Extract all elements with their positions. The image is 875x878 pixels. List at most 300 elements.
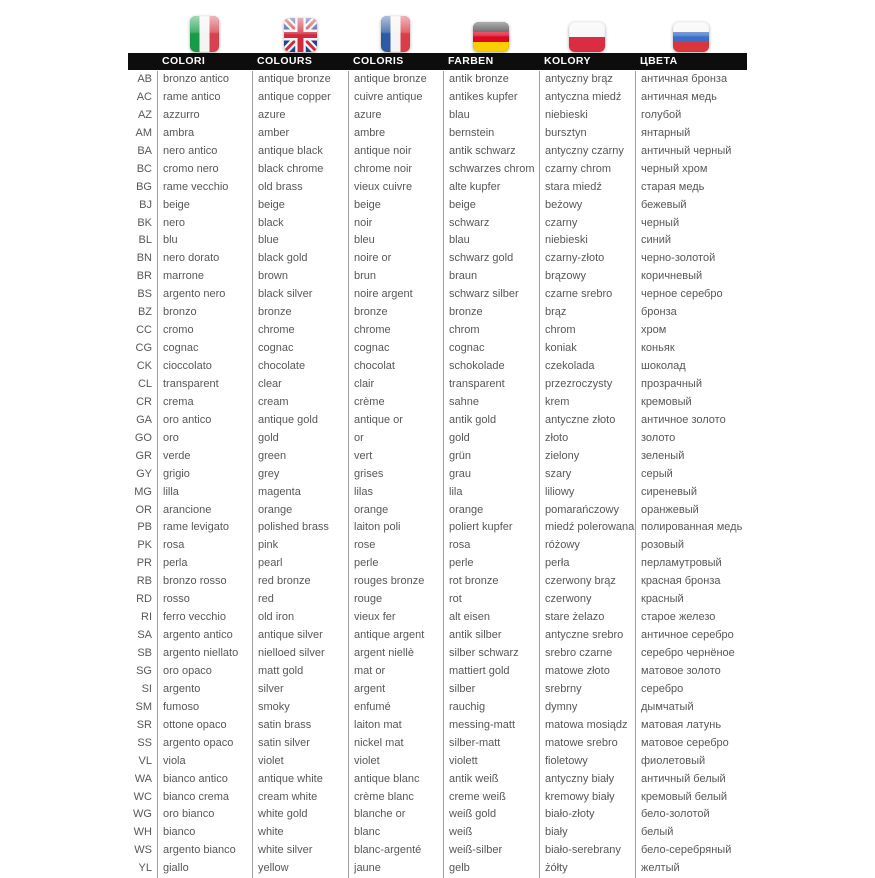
table-row [128, 735, 747, 753]
cell-code: SI [141, 682, 152, 695]
cell-italian: beige [157, 197, 252, 215]
cell-russian: хром [635, 322, 747, 340]
cell-polish: czarny chrom [539, 161, 635, 179]
table-row [128, 806, 747, 824]
cell-russian: оранжевый [635, 502, 747, 520]
cell-german: grau [443, 466, 539, 484]
cell-german: gelb [443, 860, 539, 878]
cell-french: azure [348, 107, 443, 125]
cell-polish: stara miedź [539, 179, 635, 197]
table-row [128, 430, 747, 448]
cell-russian: кремовый [635, 394, 747, 412]
cell-code: BA [137, 144, 152, 157]
italy-flag-icon [190, 16, 219, 52]
cell-russian: черный хром [635, 161, 747, 179]
cell-russian: матовое золото [635, 663, 747, 681]
germany-flag-icon [473, 22, 509, 52]
cell-polish: fioletowy [539, 753, 635, 771]
cell-russian: красный [635, 591, 747, 609]
cell-french: antique bronze [348, 71, 443, 89]
color-code-sheet [128, 0, 747, 878]
table-row [128, 699, 747, 717]
cell-polish: zielony [539, 448, 635, 466]
cell-french: ambre [348, 125, 443, 143]
cell-english: white gold [252, 806, 348, 824]
cell-english: old brass [252, 179, 348, 197]
table-row [128, 394, 747, 412]
cell-italian: azzurro [157, 107, 252, 125]
cell-russian: белый [635, 824, 747, 842]
cell-code: GO [134, 431, 152, 444]
cell-polish: bursztyn [539, 125, 635, 143]
cell-french: bleu [348, 232, 443, 250]
table-row [128, 286, 747, 304]
cell-code: WC [133, 790, 152, 803]
cell-french: jaune [348, 860, 443, 878]
cell-polish: czarny [539, 215, 635, 233]
table-row [128, 125, 747, 143]
cell-english: polished brass [252, 519, 348, 537]
cell-english: antique white [252, 771, 348, 789]
table-row [128, 484, 747, 502]
table-row [128, 771, 747, 789]
cell-code: CL [137, 377, 152, 390]
table-row [128, 376, 747, 394]
cell-polish: czerwony [539, 591, 635, 609]
cell-polish: różowy [539, 537, 635, 555]
cell-italian: bronzo rosso [157, 573, 252, 591]
cell-russian: бежевый [635, 197, 747, 215]
cell-polish: chrom [539, 322, 635, 340]
cell-code: BZ [137, 306, 152, 319]
table-row [128, 824, 747, 842]
cell-italian: marrone [157, 268, 252, 286]
cell-italian: rosa [157, 537, 252, 555]
cell-french: beige [348, 197, 443, 215]
cell-polish: stare żelazo [539, 609, 635, 627]
cell-german: poliert kupfer [443, 519, 539, 537]
cell-german: transparent [443, 376, 539, 394]
cell-english: yellow [252, 860, 348, 878]
cell-german: alt eisen [443, 609, 539, 627]
cell-code: CG [135, 342, 152, 355]
table-row [128, 717, 747, 735]
table-row [128, 555, 747, 573]
cell-code: WG [133, 808, 152, 821]
cell-german: mattiert gold [443, 663, 539, 681]
cell-code: BR [136, 270, 152, 283]
cell-french: enfumé [348, 699, 443, 717]
cell-polish: kremowy biały [539, 789, 635, 807]
cell-french: vieux fer [348, 609, 443, 627]
cell-code: GR [135, 449, 152, 462]
cell-german: lila [443, 484, 539, 502]
cell-german: sahne [443, 394, 539, 412]
cell-italian: argento opaco [157, 735, 252, 753]
table-row [128, 412, 747, 430]
cell-french: noire argent [348, 286, 443, 304]
cell-french: vieux cuivre [348, 179, 443, 197]
table-body [128, 71, 747, 878]
cell-polish: perła [539, 555, 635, 573]
cell-polish: biało-serebrany [539, 842, 635, 860]
cell-code: WH [133, 826, 152, 839]
cell-code: AZ [137, 108, 152, 121]
cell-polish: antyczna miedź [539, 89, 635, 107]
cell-english: antique copper [252, 89, 348, 107]
table-row [128, 71, 747, 89]
cell-code: BL [138, 234, 152, 247]
table-row [128, 304, 747, 322]
cell-german: orange [443, 502, 539, 520]
cell-russian: шоколад [635, 358, 747, 376]
cell-italian: verde [157, 448, 252, 466]
cell-english: beige [252, 197, 348, 215]
cell-english: chocolate [252, 358, 348, 376]
cell-english: black silver [252, 286, 348, 304]
cell-french: rose [348, 537, 443, 555]
cell-english: pearl [252, 555, 348, 573]
cell-polish: antyczny biały [539, 771, 635, 789]
table-row [128, 842, 747, 860]
cell-french: cuivre antique [348, 89, 443, 107]
cell-russian: фиолетовый [635, 753, 747, 771]
cell-german: beige [443, 197, 539, 215]
cell-french: lilas [348, 484, 443, 502]
cell-polish: niebieski [539, 232, 635, 250]
cell-code: CK [136, 360, 152, 372]
cell-code: BG [136, 180, 152, 193]
cell-polish: beżowy [539, 197, 635, 215]
cell-italian: argento niellato [157, 645, 252, 663]
table-row [128, 250, 747, 268]
table-row [128, 232, 747, 250]
cell-code: WA [134, 772, 152, 785]
cell-english: clear [252, 376, 348, 394]
cell-italian: oro opaco [157, 663, 252, 681]
table-row [128, 197, 747, 215]
cell-german: silber schwarz [443, 645, 539, 663]
cell-code: BJ [139, 198, 152, 211]
cell-english: pink [252, 537, 348, 555]
cell-italian: oro [157, 430, 252, 448]
cell-german: schwarzes chrom [443, 161, 539, 179]
cell-french: orange [348, 502, 443, 520]
cell-polish: matowa mosiądz [539, 717, 635, 735]
cell-russian: золото [635, 430, 747, 448]
cell-polish: dymny [539, 699, 635, 717]
cell-russian: матовое серебро [635, 735, 747, 753]
table-row [128, 448, 747, 466]
cell-english: antique gold [252, 412, 348, 430]
cell-code: SS [137, 736, 152, 749]
cell-french: antique or [348, 412, 443, 430]
cell-french: argent niellè [348, 645, 443, 663]
cell-french: argent [348, 681, 443, 699]
cell-russian: коньяк [635, 340, 747, 358]
cell-english: red [252, 591, 348, 609]
cell-german: weiß [443, 824, 539, 842]
cell-polish: liliowy [539, 484, 635, 502]
cell-german: bronze [443, 304, 539, 322]
table-row [128, 537, 747, 555]
cell-polish: antyczne złoto [539, 412, 635, 430]
cell-english: black [252, 215, 348, 233]
cell-german: antik bronze [443, 71, 539, 89]
cell-french: noire or [348, 250, 443, 268]
cell-code: AB [137, 73, 152, 85]
cell-german: antikes kupfer [443, 89, 539, 107]
cell-french: blanche or [348, 806, 443, 824]
cell-english: satin brass [252, 717, 348, 735]
cell-french: chrome noir [348, 161, 443, 179]
cell-english: red bronze [252, 573, 348, 591]
cell-german: cognac [443, 340, 539, 358]
column-header-german: FARBEN [448, 55, 494, 67]
cell-german: schwarz [443, 215, 539, 233]
cell-german: braun [443, 268, 539, 286]
cell-italian: arancione [157, 502, 252, 520]
table-row [128, 609, 747, 627]
table-row [128, 161, 747, 179]
cell-english: silver [252, 681, 348, 699]
cell-code: SB [137, 647, 152, 659]
cell-english: violet [252, 753, 348, 771]
cell-english: smoky [252, 699, 348, 717]
cell-italian: blu [157, 232, 252, 250]
cell-italian: cromo [157, 322, 252, 340]
cell-german: perle [443, 555, 539, 573]
cell-german: antik gold [443, 412, 539, 430]
cell-italian: bronzo antico [157, 71, 252, 89]
cell-polish: brąz [539, 304, 635, 322]
table-row [128, 663, 747, 681]
cell-italian: oro antico [157, 412, 252, 430]
cell-italian: transparent [157, 376, 252, 394]
cell-italian: rame levigato [157, 519, 252, 537]
table-row [128, 591, 747, 609]
cell-german: chrom [443, 322, 539, 340]
table-row [128, 268, 747, 286]
cell-italian: bianco crema [157, 789, 252, 807]
cell-russian: сиреневый [635, 484, 747, 502]
cell-polish: srebrny [539, 681, 635, 699]
cell-french: laiton mat [348, 717, 443, 735]
cell-italian: cioccolato [157, 358, 252, 376]
cell-french: bronze [348, 304, 443, 322]
cell-code: BK [137, 216, 152, 229]
cell-english: antique silver [252, 627, 348, 645]
cell-code: BC [136, 162, 152, 175]
cell-russian: матовая латунь [635, 717, 747, 735]
flags-row [128, 0, 747, 53]
cell-italian: nero dorato [157, 250, 252, 268]
cell-french: blanc-argenté [348, 842, 443, 860]
table-row [128, 466, 747, 484]
cell-russian: античное золото [635, 412, 747, 430]
cell-polish: czerwony brąz [539, 573, 635, 591]
cell-german: weiß gold [443, 806, 539, 824]
cell-code: SR [136, 718, 152, 731]
cell-english: cream white [252, 789, 348, 807]
table-row [128, 358, 747, 376]
russia-flag-icon [673, 22, 709, 52]
cell-polish: krem [539, 394, 635, 412]
cell-german: schokolade [443, 358, 539, 376]
cell-french: clair [348, 376, 443, 394]
cell-english: chrome [252, 322, 348, 340]
cell-russian: античная медь [635, 89, 747, 107]
cell-german: alte kupfer [443, 179, 539, 197]
cell-german: rot bronze [443, 573, 539, 591]
cell-italian: ambra [157, 125, 252, 143]
cell-english: black gold [252, 250, 348, 268]
cell-polish: koniak [539, 340, 635, 358]
cell-polish: srebro czarne [539, 645, 635, 663]
cell-german: creme weiß [443, 789, 539, 807]
cell-russian: серебро чернёное [635, 645, 747, 663]
table-row [128, 645, 747, 663]
cell-english: antique black [252, 143, 348, 161]
cell-french: grises [348, 466, 443, 484]
cell-code: GY [136, 467, 152, 480]
cell-code: PB [137, 521, 152, 534]
cell-italian: ottone opaco [157, 717, 252, 735]
cell-german: antik schwarz [443, 143, 539, 161]
cell-italian: bianco antico [157, 771, 252, 789]
cell-french: antique blanc [348, 771, 443, 789]
cell-german: antik silber [443, 627, 539, 645]
cell-french: vert [348, 448, 443, 466]
cell-english: gold [252, 430, 348, 448]
cell-polish: szary [539, 466, 635, 484]
cell-russian: перламутровый [635, 555, 747, 573]
cell-russian: красная бронза [635, 573, 747, 591]
cell-italian: giallo [157, 860, 252, 878]
column-header-french: COLORIS [353, 55, 404, 67]
cell-french: perle [348, 555, 443, 573]
table-row [128, 502, 747, 520]
cell-english: antique bronze [252, 71, 348, 89]
cell-polish: miedź polerowana [539, 519, 635, 537]
cell-german: rauchig [443, 699, 539, 717]
cell-italian: lilla [157, 484, 252, 502]
cell-english: azure [252, 107, 348, 125]
cell-german: gold [443, 430, 539, 448]
cell-code: AC [136, 90, 152, 103]
table-row [128, 179, 747, 197]
cell-polish: żółty [539, 860, 635, 878]
cell-italian: argento bianco [157, 842, 252, 860]
cell-code: AM [135, 126, 152, 139]
cell-german: weiß-silber [443, 842, 539, 860]
cell-italian: perla [157, 555, 252, 573]
cell-english: white silver [252, 842, 348, 860]
cell-polish: czekolada [539, 358, 635, 376]
table-row [128, 573, 747, 591]
cell-russian: синий [635, 232, 747, 250]
cell-russian: кремовый белый [635, 789, 747, 807]
france-flag-icon [381, 16, 410, 52]
cell-russian: серебро [635, 681, 747, 699]
cell-polish: czarny-złoto [539, 250, 635, 268]
table-row [128, 860, 747, 878]
cell-polish: niebieski [539, 107, 635, 125]
cell-code: OR [135, 503, 152, 516]
cell-english: blue [252, 232, 348, 250]
cell-french: crème [348, 394, 443, 412]
cell-italian: bronzo [157, 304, 252, 322]
cell-german: blau [443, 232, 539, 250]
cell-code: RD [136, 593, 152, 606]
cell-english: brown [252, 268, 348, 286]
uk-flag-icon [284, 18, 317, 52]
cell-french: rouges bronze [348, 573, 443, 591]
cell-polish: przezroczysty [539, 376, 635, 394]
cell-italian: rosso [157, 591, 252, 609]
cell-polish: czarne srebro [539, 286, 635, 304]
cell-french: noir [348, 215, 443, 233]
cell-italian: oro bianco [157, 806, 252, 824]
cell-italian: viola [157, 753, 252, 771]
cell-italian: rame antico [157, 89, 252, 107]
table-row [128, 789, 747, 807]
cell-russian: бронза [635, 304, 747, 322]
cell-polish: pomarańczowy [539, 502, 635, 520]
cell-polish: antyczne srebro [539, 627, 635, 645]
cell-french: crème blanc [348, 789, 443, 807]
cell-english: satin silver [252, 735, 348, 753]
cell-english: old iron [252, 609, 348, 627]
cell-italian: rame vecchio [157, 179, 252, 197]
cell-polish: matowe złoto [539, 663, 635, 681]
cell-polish: złoto [539, 430, 635, 448]
cell-german: silber [443, 681, 539, 699]
cell-english: nielloed silver [252, 645, 348, 663]
cell-french: nickel mat [348, 735, 443, 753]
cell-italian: cromo nero [157, 161, 252, 179]
table-row [128, 753, 747, 771]
cell-russian: старая медь [635, 179, 747, 197]
cell-russian: бело-золотой [635, 806, 747, 824]
cell-english: magenta [252, 484, 348, 502]
cell-code: YL [138, 862, 152, 875]
cell-french: chocolat [348, 358, 443, 376]
cell-russian: черный [635, 215, 747, 233]
cell-german: bernstein [443, 125, 539, 143]
cell-russian: дымчатый [635, 699, 747, 717]
cell-code: VL [138, 754, 152, 767]
cell-english: cream [252, 394, 348, 412]
cell-french: brun [348, 268, 443, 286]
cell-russian: античный черный [635, 143, 747, 161]
cell-russian: розовый [635, 537, 747, 555]
cell-polish: antyczny brąz [539, 71, 635, 89]
cell-french: antique argent [348, 627, 443, 645]
cell-code: PK [137, 539, 152, 552]
cell-german: silber-matt [443, 735, 539, 753]
table-row [128, 215, 747, 233]
cell-code: CC [136, 324, 152, 337]
cell-italian: nero antico [157, 143, 252, 161]
cell-french: blanc [348, 824, 443, 842]
cell-italian: argento [157, 681, 252, 699]
cell-russian: античное серебро [635, 627, 747, 645]
table-row [128, 519, 747, 537]
cell-polish: brązowy [539, 268, 635, 286]
cell-italian: crema [157, 394, 252, 412]
table-row [128, 340, 747, 358]
